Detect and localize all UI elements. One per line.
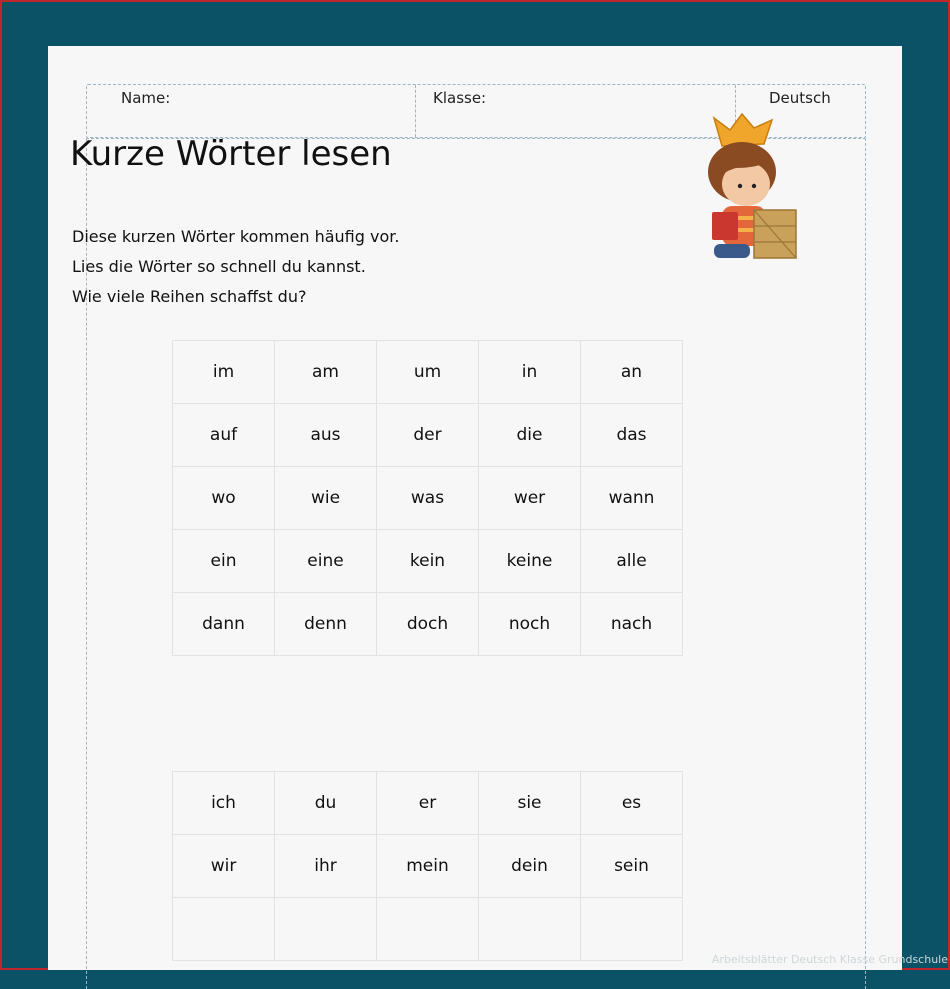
word-cell: aus — [275, 404, 377, 467]
word-cell: um — [377, 341, 479, 404]
instruction-line: Diese kurzen Wörter kommen häufig vor. — [72, 227, 400, 246]
word-cell: es — [581, 772, 683, 835]
word-cell: keine — [479, 530, 581, 593]
word-cell: ein — [173, 530, 275, 593]
word-cell — [173, 898, 275, 961]
word-grid-2 — [172, 771, 683, 961]
name-label: Name: — [121, 89, 171, 107]
word-cell: wann — [581, 467, 683, 530]
word-cell: denn — [275, 593, 377, 656]
word-grid-1 — [172, 340, 683, 656]
word-cell: mein — [377, 835, 479, 898]
word-cell: wir — [173, 835, 275, 898]
word-cell: alle — [581, 530, 683, 593]
word-cell: in — [479, 341, 581, 404]
word-cell: die — [479, 404, 581, 467]
word-cell — [581, 898, 683, 961]
word-cell: er — [377, 772, 479, 835]
page-title: Kurze Wörter lesen — [70, 134, 392, 174]
word-cell: noch — [479, 593, 581, 656]
word-cell: an — [581, 341, 683, 404]
instruction-line: Wie viele Reihen schaffst du? — [72, 287, 307, 306]
instruction-line: Lies die Wörter so schnell du kannst. — [72, 257, 366, 276]
word-cell: wer — [479, 467, 581, 530]
word-cell: ich — [173, 772, 275, 835]
watermark: Arbeitsblätter Deutsch Klasse Grundschule — [711, 953, 948, 966]
word-cell: sein — [581, 835, 683, 898]
instructions — [72, 222, 399, 312]
word-cell: du — [275, 772, 377, 835]
word-cell: dann — [173, 593, 275, 656]
word-cell: wie — [275, 467, 377, 530]
class-label: Klasse: — [433, 89, 487, 107]
word-cell: auf — [173, 404, 275, 467]
word-cell: dein — [479, 835, 581, 898]
reading-boy-illustration — [692, 110, 810, 262]
word-cell: was — [377, 467, 479, 530]
word-cell: doch — [377, 593, 479, 656]
word-cell: wo — [173, 467, 275, 530]
word-cell: das — [581, 404, 683, 467]
word-cell: der — [377, 404, 479, 467]
word-cell: am — [275, 341, 377, 404]
subject-label: Deutsch — [769, 89, 831, 107]
word-cell — [479, 898, 581, 961]
word-cell: im — [173, 341, 275, 404]
word-cell — [275, 898, 377, 961]
word-cell: ihr — [275, 835, 377, 898]
word-cell: sie — [479, 772, 581, 835]
word-cell — [377, 898, 479, 961]
word-cell: eine — [275, 530, 377, 593]
class-field[interactable] — [415, 85, 736, 137]
word-cell: kein — [377, 530, 479, 593]
name-field[interactable] — [87, 85, 416, 137]
word-cell: nach — [581, 593, 683, 656]
